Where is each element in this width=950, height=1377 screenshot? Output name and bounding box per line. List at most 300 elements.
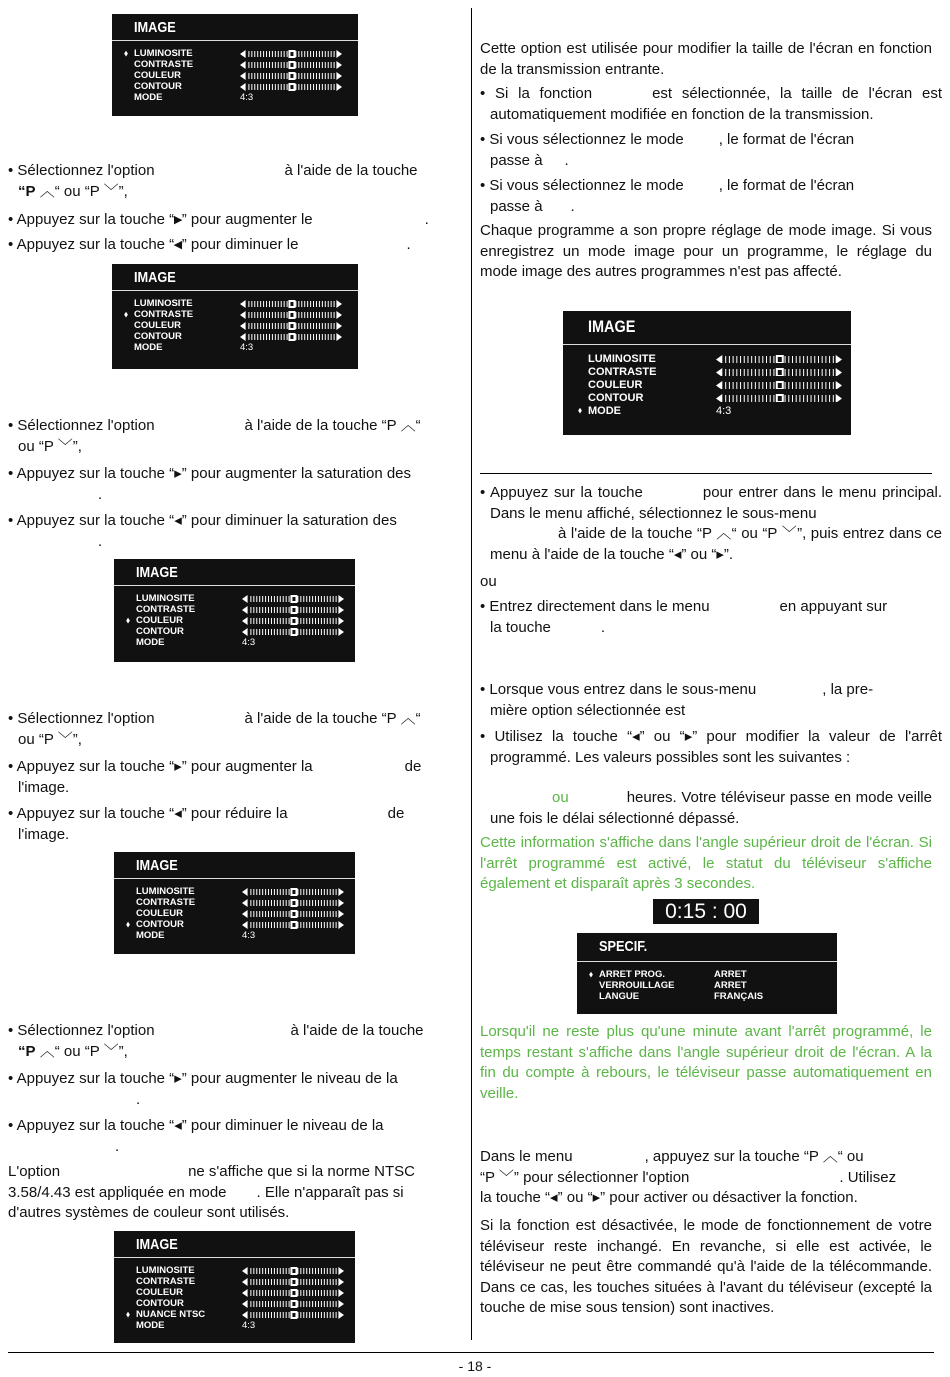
sleep-timer-countdown-green: Lorsqu'il ne reste plus qu'une minute avant l'arrêt programmé, le temps restant s'affiche dans l'angle supérieur droit de l'écran. A la fin du compte à rebours, le téléviseur passe automatiquement en veille. <box>480 1023 932 1102</box>
slider-right-arrow-icon <box>336 50 342 58</box>
slider-tick <box>268 629 269 635</box>
slider-tick <box>256 911 257 917</box>
slider-tick <box>766 369 767 376</box>
slider-tick <box>250 596 251 602</box>
slider-tick <box>316 51 317 57</box>
slider-tick <box>259 596 260 602</box>
image-menu-slider-contour <box>242 921 344 929</box>
slider-tick <box>303 911 304 917</box>
slider-tick <box>266 51 267 57</box>
slider-tick <box>321 618 322 624</box>
slider-tick <box>297 1312 298 1318</box>
slider-tick <box>286 922 287 928</box>
slider-tick <box>327 1312 328 1318</box>
slider-right-arrow-icon <box>336 300 342 308</box>
slider-tick <box>266 301 267 307</box>
slider-tick <box>295 73 296 79</box>
slider-left-arrow-icon <box>240 72 246 80</box>
slider-tick <box>336 607 337 613</box>
slider-tick <box>278 51 279 57</box>
slider-tick <box>829 356 830 363</box>
slider-tick <box>319 334 320 340</box>
slider-tick <box>312 596 313 602</box>
image-menu-luminosite <box>112 14 358 116</box>
selector-icon: ⬧ <box>124 48 129 58</box>
slider-tick <box>762 356 763 363</box>
slider-tick <box>300 1290 301 1296</box>
slider-tick <box>785 369 786 376</box>
slider-tick <box>275 301 276 307</box>
image-menu-slider-contraste <box>240 311 342 319</box>
slider-tick <box>263 323 264 329</box>
slider-tick <box>272 334 273 340</box>
slider-tick <box>312 1290 313 1296</box>
slider-tick <box>751 356 752 363</box>
instruction-select-contour: • Sélectionnez l'option à l'aide de la touche “P ︿“ ou “P ﹀”, <box>8 710 421 748</box>
slider-tick <box>803 356 804 363</box>
slider-tick <box>278 312 279 318</box>
image-menu-mode-value: 4:3 <box>240 342 254 353</box>
specif-row-arret-prog: ARRET PROG. <box>599 969 665 980</box>
slider-tick <box>268 607 269 613</box>
slider-tick <box>333 889 334 895</box>
slider-tick <box>303 889 304 895</box>
selector-icon: ⬧ <box>124 309 129 319</box>
slider-tick <box>316 334 317 340</box>
slider-tick <box>327 900 328 906</box>
slider-tick <box>814 382 815 389</box>
slider-tick <box>328 334 329 340</box>
slider-tick <box>298 323 299 329</box>
slider-tick <box>310 301 311 307</box>
slider-tick <box>312 629 313 635</box>
slider-tick <box>287 51 288 57</box>
image-menu-slider-contraste <box>242 606 344 614</box>
slider-tick <box>315 1290 316 1296</box>
slider-tick <box>773 382 774 389</box>
slider-tick <box>300 629 301 635</box>
slider-tick <box>262 1290 263 1296</box>
instruction-decrease-nuance: • Appuyez sur la touche “◂” pour diminuer le niveau de la . <box>8 1117 384 1155</box>
slider-tick <box>300 596 301 602</box>
slider-tick <box>829 382 830 389</box>
slider-tick <box>271 1312 272 1318</box>
slider-tick <box>283 889 284 895</box>
image-menu-slider-contraste <box>242 1278 344 1286</box>
slider-tick <box>307 334 308 340</box>
slider-tick <box>280 922 281 928</box>
slider-tick <box>307 84 308 90</box>
slider-tick <box>313 51 314 57</box>
slider-tick <box>283 922 284 928</box>
slider-tick <box>807 382 808 389</box>
slider-tick <box>250 889 251 895</box>
slider-tick <box>269 323 270 329</box>
slider-tick <box>312 1301 313 1307</box>
slider-tick <box>725 382 726 389</box>
slider-tick <box>268 618 269 624</box>
slider-knob-inner <box>290 302 293 306</box>
slider-tick <box>278 62 279 68</box>
slider-tick <box>297 1301 298 1307</box>
slider-tick <box>289 1279 290 1285</box>
slider-tick <box>313 62 314 68</box>
slider-tick <box>796 395 797 402</box>
specif-row-langue: LANGUE <box>599 991 640 1002</box>
slider-tick <box>328 301 329 307</box>
slider-tick <box>331 84 332 90</box>
slider-tick <box>333 922 334 928</box>
slider-tick <box>265 889 266 895</box>
slider-tick <box>744 382 745 389</box>
slider-tick <box>256 618 257 624</box>
slider-right-arrow-icon <box>338 606 344 614</box>
slider-tick <box>325 323 326 329</box>
image-menu-row-contour: CONTOUR <box>136 919 184 930</box>
slider-tick <box>263 51 264 57</box>
slider-tick <box>275 312 276 318</box>
slider-tick <box>263 334 264 340</box>
slider-tick <box>310 323 311 329</box>
slider-tick <box>307 73 308 79</box>
slider-tick <box>310 62 311 68</box>
slider-tick <box>799 356 800 363</box>
footer-rule <box>8 1352 934 1353</box>
slider-right-arrow-icon <box>338 628 344 636</box>
slider-tick <box>274 1290 275 1296</box>
instruction-select-luminosite: • Sélectionnez l'option à l'aide de la touche “P ︿“ ou “P ﹀”, <box>8 162 418 200</box>
slider-tick <box>336 618 337 624</box>
slider-tick <box>265 900 266 906</box>
slider-tick <box>271 596 272 602</box>
slider-tick <box>725 356 726 363</box>
slider-tick <box>250 607 251 613</box>
slider-tick <box>254 312 255 318</box>
format-mode-bullet-1: • Si vous sélectionnez le mode , le format de l'écran passe à . <box>480 131 855 169</box>
slider-tick <box>811 369 812 376</box>
slider-right-arrow-icon <box>338 899 344 907</box>
slider-tick <box>330 1312 331 1318</box>
slider-tick <box>318 911 319 917</box>
slider-tick <box>330 1268 331 1274</box>
slider-tick <box>253 889 254 895</box>
slider-tick <box>822 356 823 363</box>
slider-tick <box>303 629 304 635</box>
slider-tick <box>303 1290 304 1296</box>
slider-tick <box>287 301 288 307</box>
slider-tick <box>814 395 815 402</box>
slider-left-arrow-icon <box>242 899 248 907</box>
slider-tick <box>327 629 328 635</box>
slider-tick <box>274 911 275 917</box>
slider-tick <box>825 356 826 363</box>
sleep-timer-hours: ou heures. Votre téléviseur passe en mode veille une fois le délai sélectionné dépassé. <box>490 789 932 827</box>
slider-tick <box>297 618 298 624</box>
image-menu-rule <box>114 1257 355 1258</box>
slider-tick <box>268 922 269 928</box>
slider-left-arrow-icon <box>716 355 722 363</box>
image-menu-row-couleur: COULEUR <box>588 379 643 391</box>
slider-tick <box>303 1301 304 1307</box>
slider-tick <box>325 51 326 57</box>
slider-tick <box>263 301 264 307</box>
slider-tick <box>259 900 260 906</box>
selector-icon: ⬧ <box>126 919 131 929</box>
slider-tick <box>263 73 264 79</box>
slider-tick <box>266 323 267 329</box>
slider-tick <box>259 1268 260 1274</box>
slider-tick <box>283 1290 284 1296</box>
slider-tick <box>257 62 258 68</box>
slider-tick <box>300 889 301 895</box>
slider-tick <box>283 1279 284 1285</box>
slider-tick <box>313 73 314 79</box>
slider-tick <box>759 369 760 376</box>
slider-tick <box>300 1312 301 1318</box>
slider-tick <box>327 1301 328 1307</box>
image-menu-slider-luminosite <box>240 50 342 58</box>
slider-tick <box>275 323 276 329</box>
image-menu-row-mode: MODE <box>588 405 621 417</box>
instruction-decrease-contour: • Appuyez sur la touche “◂” pour réduire la de l'image. <box>8 805 405 843</box>
slider-tick <box>325 62 326 68</box>
slider-tick <box>762 369 763 376</box>
slider-tick <box>312 1312 313 1318</box>
slider-tick <box>301 323 302 329</box>
slider-tick <box>321 922 322 928</box>
slider-knob-inner <box>292 923 295 927</box>
slider-tick <box>811 395 812 402</box>
image-menu-row-contraste: CONTRASTE <box>588 366 657 378</box>
slider-tick <box>762 395 763 402</box>
slider-tick <box>253 1312 254 1318</box>
slider-right-arrow-icon <box>336 322 342 330</box>
slider-tick <box>254 73 255 79</box>
slider-tick <box>265 596 266 602</box>
slider-tick <box>788 369 789 376</box>
slider-tick <box>303 900 304 906</box>
slider-tick <box>319 62 320 68</box>
slider-tick <box>309 922 310 928</box>
slider-tick <box>759 395 760 402</box>
slider-tick <box>333 1312 334 1318</box>
slider-tick <box>256 900 257 906</box>
slider-tick <box>289 1312 290 1318</box>
image-menu-row-contraste: CONTRASTE <box>134 309 194 320</box>
slider-tick <box>814 356 815 363</box>
slider-tick <box>281 323 282 329</box>
slider-tick <box>309 607 310 613</box>
slider-tick <box>271 1301 272 1307</box>
slider-tick <box>324 1290 325 1296</box>
slider-tick <box>298 62 299 68</box>
slider-tick <box>289 1290 290 1296</box>
slider-tick <box>287 312 288 318</box>
slider-tick <box>251 73 252 79</box>
slider-tick <box>253 618 254 624</box>
slider-tick <box>316 301 317 307</box>
slider-tick <box>254 301 255 307</box>
slider-tick <box>265 911 266 917</box>
slider-tick <box>829 395 830 402</box>
slider-tick <box>310 84 311 90</box>
slider-tick <box>287 323 288 329</box>
slider-tick <box>327 1279 328 1285</box>
slider-tick <box>751 395 752 402</box>
image-menu-row-contraste: CONTRASTE <box>136 1276 196 1287</box>
slider-tick <box>303 1268 304 1274</box>
slider-left-arrow-icon <box>242 1267 248 1275</box>
slider-tick <box>318 1301 319 1307</box>
slider-knob-inner <box>290 63 293 67</box>
slider-tick <box>281 334 282 340</box>
slider-tick <box>297 1290 298 1296</box>
slider-knob-inner <box>292 1291 295 1295</box>
slider-tick <box>268 596 269 602</box>
slider-tick <box>309 1279 310 1285</box>
slider-tick <box>312 922 313 928</box>
slider-tick <box>277 1312 278 1318</box>
image-menu-row-couleur: COULEUR <box>136 615 183 626</box>
slider-tick <box>266 312 267 318</box>
slider-tick <box>313 301 314 307</box>
slider-tick <box>257 84 258 90</box>
slider-tick <box>251 323 252 329</box>
slider-tick <box>304 334 305 340</box>
slider-tick <box>283 1312 284 1318</box>
slider-tick <box>283 1268 284 1274</box>
slider-tick <box>298 334 299 340</box>
slider-tick <box>257 334 258 340</box>
slider-tick <box>318 922 319 928</box>
slider-tick <box>785 356 786 363</box>
slider-tick <box>300 1301 301 1307</box>
slider-tick <box>272 301 273 307</box>
instruction-select-contraste: • Sélectionnez l'option à l'aide de la touche “P ︿“ ou “P ﹀”, <box>8 417 421 455</box>
slider-tick <box>286 900 287 906</box>
slider-tick <box>803 382 804 389</box>
or-separator: ou <box>480 573 497 590</box>
slider-tick <box>803 369 804 376</box>
slider-tick <box>256 889 257 895</box>
slider-tick <box>260 301 261 307</box>
image-menu-slider-luminosite <box>716 355 842 363</box>
slider-tick <box>286 629 287 635</box>
slider-tick <box>254 51 255 57</box>
slider-tick <box>316 73 317 79</box>
slider-right-arrow-icon <box>338 1311 344 1319</box>
selector-icon: ⬧ <box>578 405 583 415</box>
slider-tick <box>336 900 337 906</box>
slider-tick <box>295 62 296 68</box>
picture-mode-note: Chaque programme a son propre réglage de mode image. Si vous enregistrez un mode image pour un programme, le réglage du mode image des autres programmes n'est pas affecté. <box>480 222 932 280</box>
slider-tick <box>811 356 812 363</box>
slider-tick <box>265 607 266 613</box>
slider-tick <box>248 84 249 90</box>
slider-tick <box>309 1301 310 1307</box>
slider-tick <box>773 395 774 402</box>
slider-tick <box>297 911 298 917</box>
slider-tick <box>266 73 267 79</box>
image-menu-mode <box>563 311 851 435</box>
slider-tick <box>324 607 325 613</box>
slider-tick <box>315 1279 316 1285</box>
slider-tick <box>788 356 789 363</box>
instruction-increase-luminosite: • Appuyez sur la touche “▸” pour augmenter le . <box>8 211 429 228</box>
slider-tick <box>306 922 307 928</box>
slider-tick <box>248 51 249 57</box>
slider-tick <box>280 889 281 895</box>
slider-tick <box>254 323 255 329</box>
slider-right-arrow-icon <box>338 1267 344 1275</box>
slider-tick <box>304 73 305 79</box>
slider-tick <box>248 73 249 79</box>
slider-knob-inner <box>290 335 293 339</box>
slider-right-arrow-icon <box>836 394 842 402</box>
format-auto-bullet: • Si la fonction est sélectionnée, la taille de l'écran est automatiquement modifiée en fonction de la transmission. <box>480 85 942 123</box>
slider-tick <box>799 369 800 376</box>
slider-tick <box>822 382 823 389</box>
slider-tick <box>253 1279 254 1285</box>
slider-tick <box>306 1301 307 1307</box>
slider-tick <box>829 369 830 376</box>
image-menu-slider-contour <box>240 83 342 91</box>
slider-tick <box>259 889 260 895</box>
slider-left-arrow-icon <box>242 606 248 614</box>
slider-tick <box>833 382 834 389</box>
slider-tick <box>331 301 332 307</box>
image-menu-row-luminosite: LUMINOSITE <box>136 593 195 604</box>
slider-tick <box>262 629 263 635</box>
slider-tick <box>796 369 797 376</box>
slider-tick <box>283 911 284 917</box>
slider-tick <box>272 73 273 79</box>
slider-tick <box>312 1279 313 1285</box>
slider-tick <box>331 334 332 340</box>
slider-tick <box>324 596 325 602</box>
slider-tick <box>268 1290 269 1296</box>
slider-right-arrow-icon <box>336 61 342 69</box>
slider-tick <box>283 1301 284 1307</box>
slider-tick <box>818 369 819 376</box>
slider-tick <box>284 51 285 57</box>
slider-tick <box>324 629 325 635</box>
slider-tick <box>274 618 275 624</box>
slider-right-arrow-icon <box>836 381 842 389</box>
slider-tick <box>262 922 263 928</box>
slider-tick <box>747 369 748 376</box>
slider-tick <box>271 900 272 906</box>
image-menu-slider-contour <box>242 1300 344 1308</box>
slider-tick <box>256 607 257 613</box>
slider-tick <box>289 596 290 602</box>
slider-tick <box>333 1301 334 1307</box>
slider-tick <box>334 84 335 90</box>
image-menu-slider-luminosite <box>240 300 342 308</box>
slider-tick <box>773 369 774 376</box>
slider-tick <box>315 629 316 635</box>
slider-tick <box>262 1268 263 1274</box>
slider-tick <box>325 334 326 340</box>
slider-tick <box>286 1268 287 1274</box>
slider-tick <box>274 922 275 928</box>
specif-selector-icon: ⬧ <box>589 969 594 979</box>
slider-tick <box>262 1312 263 1318</box>
slider-tick <box>309 618 310 624</box>
slider-tick <box>306 911 307 917</box>
slider-tick <box>307 51 308 57</box>
slider-tick <box>260 312 261 318</box>
